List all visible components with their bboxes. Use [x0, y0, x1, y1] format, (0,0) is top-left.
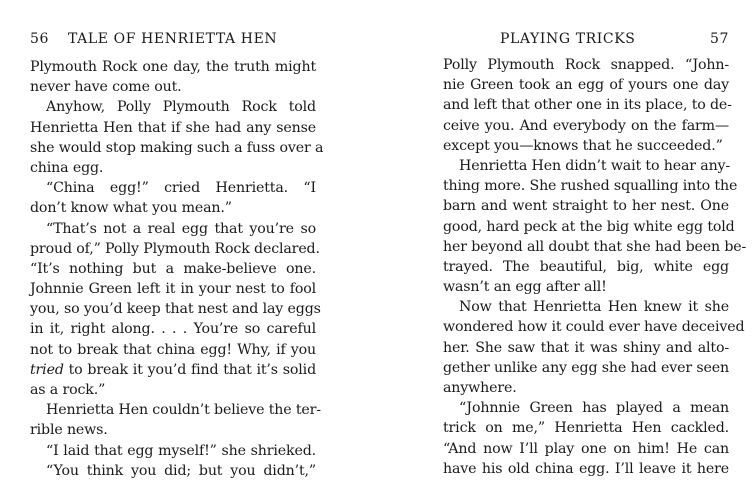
- text-line: and left that other one in its place, to de-: [443, 97, 732, 114]
- page-number-left: 56: [30, 31, 50, 47]
- text-line: “You think you did; but you didn’t,”: [46, 462, 316, 479]
- text-line: nie Green took an egg of yours one day: [443, 77, 729, 94]
- right-running-head: [443, 31, 729, 51]
- left-running-title: TALE OF HENRIETTA HEN: [68, 31, 278, 47]
- text-line: Plymouth Rock one day, the truth might: [30, 59, 316, 75]
- text-line: china egg.: [30, 159, 104, 176]
- left-body-text: [30, 57, 324, 481]
- text-line: you, so you’d keep that nest and lay eggs: [30, 301, 321, 318]
- text-line: in it, right along. . . . You’re so careful: [30, 321, 316, 338]
- text-line: proud of,” Polly Plymouth Rock declared.: [30, 240, 320, 257]
- text-line: Henrietta Hen didn’t wait to hear any-: [459, 157, 731, 174]
- text-line: [30, 360, 316, 380]
- text-line: gether unlike any egg she had ever seen: [443, 359, 730, 376]
- text-line: “And now I’ll play one on him! He can: [443, 440, 729, 457]
- text-line: Polly Plymouth Rock snapped. “John-: [443, 57, 729, 73]
- text-line: Henrietta Hen that if she had any sense: [30, 119, 316, 136]
- text-line: “Johnnie Green has played a mean: [459, 400, 729, 417]
- text-line: ceive you. And everybody on the farm—: [443, 117, 729, 134]
- text-line: wondered how it could ever have deceived: [443, 319, 745, 336]
- right-page: [443, 0, 747, 502]
- text-line: thing more. She rushed squalling into the: [443, 178, 738, 195]
- text-line: Henrietta Hen couldn’t believe the ter-: [46, 402, 321, 419]
- italic-word: tried: [30, 361, 64, 378]
- line-text: to break it you’d find that it’s solid: [63, 361, 316, 378]
- text-line: not to break that china egg! Why, if you: [30, 341, 316, 358]
- text-line: as a rock.”: [30, 382, 106, 398]
- text-line: trick on me,” Henrietta Hen cackled.: [443, 420, 729, 437]
- right-running-title: PLAYING TRICKS: [500, 31, 636, 47]
- text-line: have his old china egg. I’ll leave it here: [443, 460, 729, 477]
- page-number-right: 57: [709, 31, 729, 47]
- text-line: don’t know what you mean.”: [30, 200, 232, 217]
- text-line: barn and went straight to her nest. One: [443, 198, 729, 215]
- text-line: “China egg!” cried Henrietta. “I: [46, 180, 316, 197]
- text-line: Anyhow, Polly Plymouth Rock told: [46, 99, 316, 116]
- right-body-text: [443, 55, 747, 479]
- text-line: never have come out.: [30, 79, 182, 96]
- text-line: “I laid that egg myself!” she shrieked.: [46, 442, 316, 459]
- text-line: she would stop making such a fuss over a: [30, 139, 324, 156]
- text-line: “It’s nothing but a make-believe one.: [30, 260, 316, 277]
- text-line: anywhere.: [443, 380, 517, 396]
- text-line: wasn’t an egg after all!: [443, 279, 607, 296]
- text-line: Johnnie Green left it in your nest to fool: [30, 281, 316, 298]
- text-line: Now that Henrietta Hen knew it she: [459, 299, 729, 316]
- text-line: good, hard peck at the big white egg told: [443, 218, 735, 235]
- text-line: except you—knows that he succeeded.”: [443, 137, 723, 154]
- text-line: trayed. The beautiful, big, white egg: [443, 258, 729, 275]
- text-line: rible news.: [30, 422, 108, 439]
- text-line: “That’s not a real egg that you’re so: [46, 220, 316, 237]
- left-page: [30, 0, 324, 502]
- left-running-head: [30, 31, 316, 51]
- text-line: her. She saw that it was shiny and alto-: [443, 339, 729, 356]
- text-line: her beyond all doubt that she had been be-: [443, 238, 747, 255]
